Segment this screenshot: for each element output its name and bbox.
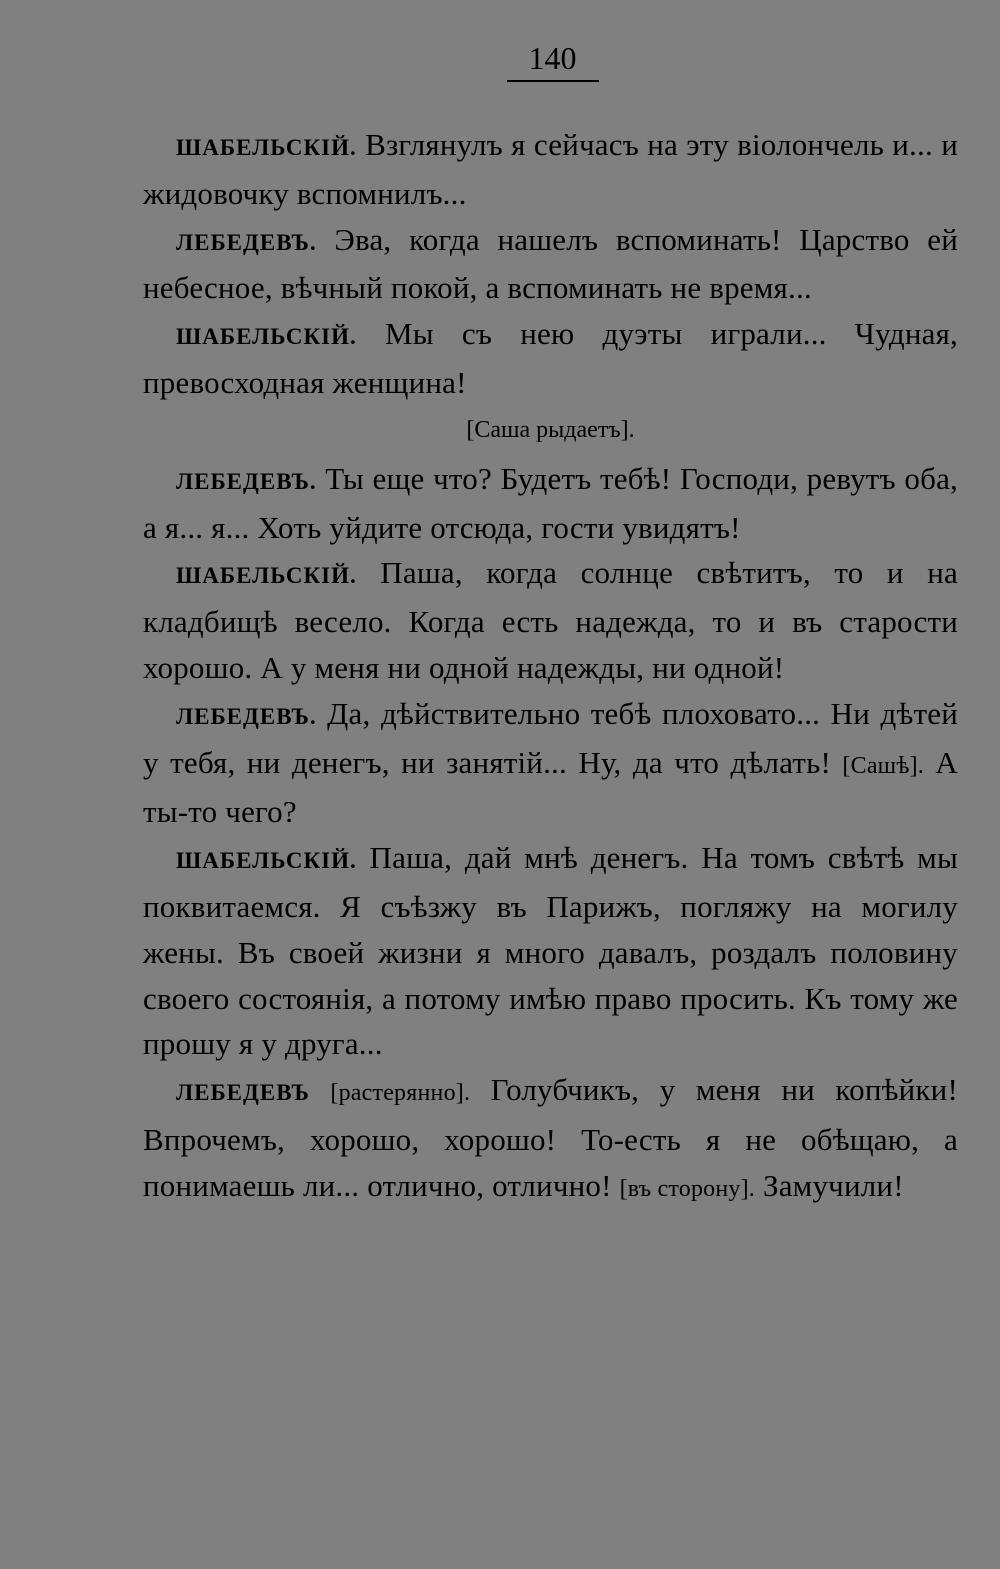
dialogue-text: Замучили!: [762, 1167, 904, 1203]
inline-stage-direction: [растерянно].: [330, 1080, 471, 1107]
speaker-name: ЛЕБЕДЕВЪ.: [176, 703, 317, 729]
dialogue-paragraph: [143, 835, 958, 1067]
speaker-name: ЛЕБЕДЕВЪ: [176, 1080, 310, 1106]
dialogue-paragraph: [143, 550, 958, 690]
dialogue-paragraph: [143, 122, 958, 217]
speaker-name: ЛЕБЕДЕВЪ.: [176, 229, 317, 255]
dialogue-paragraph: [143, 217, 958, 312]
page-text: [143, 122, 958, 1213]
speaker-name: ШАБЕЛЬСКІЙ.: [176, 563, 357, 589]
dialogue-paragraph: [143, 456, 958, 551]
dialogue-text: Да, дѣйствительно тебѣ плоховато... Ни дѣтей у тебя, ни денегъ, ни занятій... Ну, да что дѣлать!: [143, 695, 958, 780]
speaker-name: ЛЕБЕДЕВЪ.: [176, 468, 317, 494]
inline-stage-direction: [Сашѣ].: [842, 752, 924, 779]
speaker-name: ШАБЕЛЬСКІЙ.: [176, 135, 357, 160]
dialogue-paragraph: [143, 691, 958, 835]
stage-direction: [Саша рыдаетъ].: [466, 416, 635, 443]
speaker-name: ШАБЕЛЬСКІЙ.: [176, 848, 357, 874]
dialogue-text: А ты-то чего?: [143, 744, 959, 830]
dialogue-text: Паша, дай мнѣ денегъ. На томъ свѣтѣ мы поквитаемся. Я съѣзжу въ Парижъ, погляжу на могилу жены. Въ своей жизни я много давалъ, роздалъ половину своего состоянія, а потому имѣю право просить. Къ тому же прошу я у друга...: [143, 840, 958, 1062]
dialogue-text: Голубчикъ, у меня ни копѣйки! Впрочемъ, хорошо, хорошо! То-есть я не обѣщаю, а понимаешь ли... отлично, отлично!: [143, 1072, 958, 1203]
inline-stage-direction: [въ сторону].: [619, 1175, 756, 1202]
dialogue-text: Мы съ нею дуэты играли... Чудная, превосходная женщина!: [143, 316, 958, 400]
dialogue-text: Паша, когда солнце свѣтитъ, то и на кладбищѣ весело. Когда есть надежда, то и въ старости хорошо. А у меня ни одной надежды, ни одной!: [143, 555, 958, 685]
dialogue-paragraph: [143, 311, 958, 406]
dialogue-text: Эва, когда нашелъ вспоминать! Царство ей небесное, вѣчный покой, а вспоминать не время...: [143, 221, 959, 306]
dialogue-paragraph: [143, 1067, 958, 1212]
speaker-name: ШАБЕЛЬСКІЙ.: [176, 324, 357, 350]
page-number-container: [0, 38, 1000, 82]
page-number: 140: [507, 38, 599, 82]
dialogue-text: Ты еще что? Будетъ тебѣ! Господи, ревутъ оба, а я... я... Хоть уйдите отсюда, гости увидятъ!: [143, 460, 958, 545]
dialogue-text: Взглянулъ я сейчасъ на эту віолончель и... и жидовочку вспомнилъ...: [143, 127, 958, 211]
